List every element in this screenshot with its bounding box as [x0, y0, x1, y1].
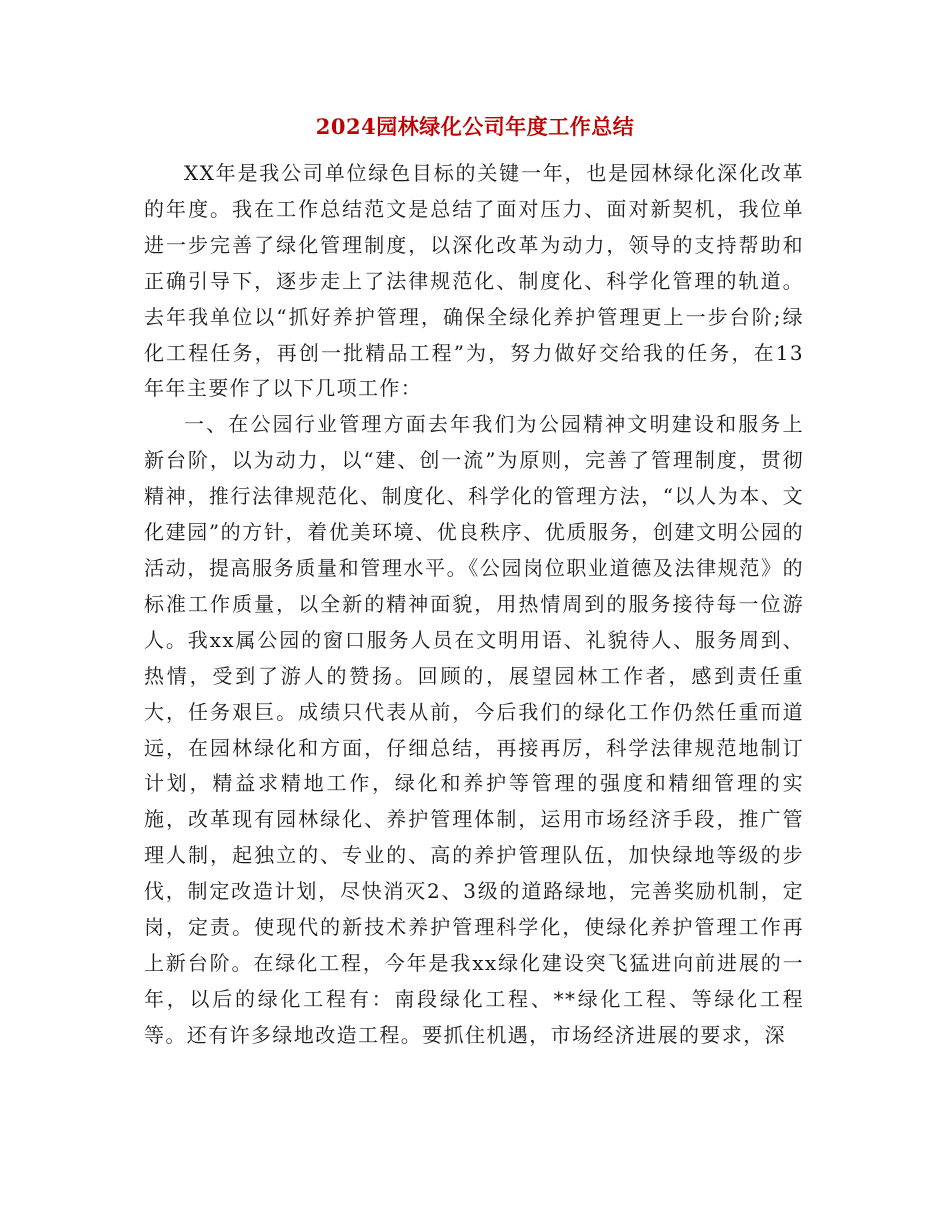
document-title: 2024园林绿化公司年度工作总结 [315, 114, 635, 139]
paragraph-park-management: 一、在公园行业管理方面去年我们为公园精神文明建设和服务上新台阶，以为动力，以“建、创一流”为原则，完善了管理制度，贯彻精神，推行法律规范化、制度化、科学化的管理方法，“以人为本、文化建园”的方针，着优美环境、优良秩序、优质服务，创建文明公园的活动，提高服务质量和管理水平。《公园岗位职业道德及法律规范》的标准工作质量，以全新的精神面貌，用热情周到的服务接待每一位游人。我xx属公园的窗口服务人员在文明用语、礼貌待人、服务周到、热情，受到了游人的赞扬。回顾的，展望园林工作者，感到责任重大，任务艰巨。成绩只代表从前，今后我们的绿化工作仍然任重而道远，在园林绿化和方面，仔细总结，再接再厉，科学法律规范地制订计划，精益求精地工作，绿化和养护等管理的强度和精细管理的实施，改革现有园林绿化、养护管理体制，运用市场经济手段，推广管理人制，起独立的、专业的、高的养护管理队伍，加快绿地等级的步伐，制定改造计划，尽快消灭2、3级的道路绿地，完善奖励机制，定岗，定责。使现代的新技术养护管理科学化，使绿化养护管理工作再上新台阶。在绿化工程，今年是我xx绿化建设突飞猛进向前进展的一年，以后的绿化工程有：南段绿化工程、**绿化工程、等绿化工程等。还有许多绿地改造工程。要抓住机遇，市场经济进展的要求，深 [144, 412, 804, 1047]
paragraph-intro: XX年是我公司单位绿色目标的关键一年，也是园林绿化深化改革的年度。我在工作总结范文是总结了面对压力、面对新契机，我位单进一步完善了绿化管理制度，以深化改革为动力，领导的支持帮助和正确引导下，逐步走上了法律规范化、制度化、科学化管理的轨道。去年我单位以“抓好养护管理，确保全绿化养护管理更上一步台阶;绿化工程任务，再创一批精品工程”为，努力做好交给我的任务，在13年年主要作了以下几项工作： [144, 161, 804, 401]
document-body [144, 156, 804, 1054]
